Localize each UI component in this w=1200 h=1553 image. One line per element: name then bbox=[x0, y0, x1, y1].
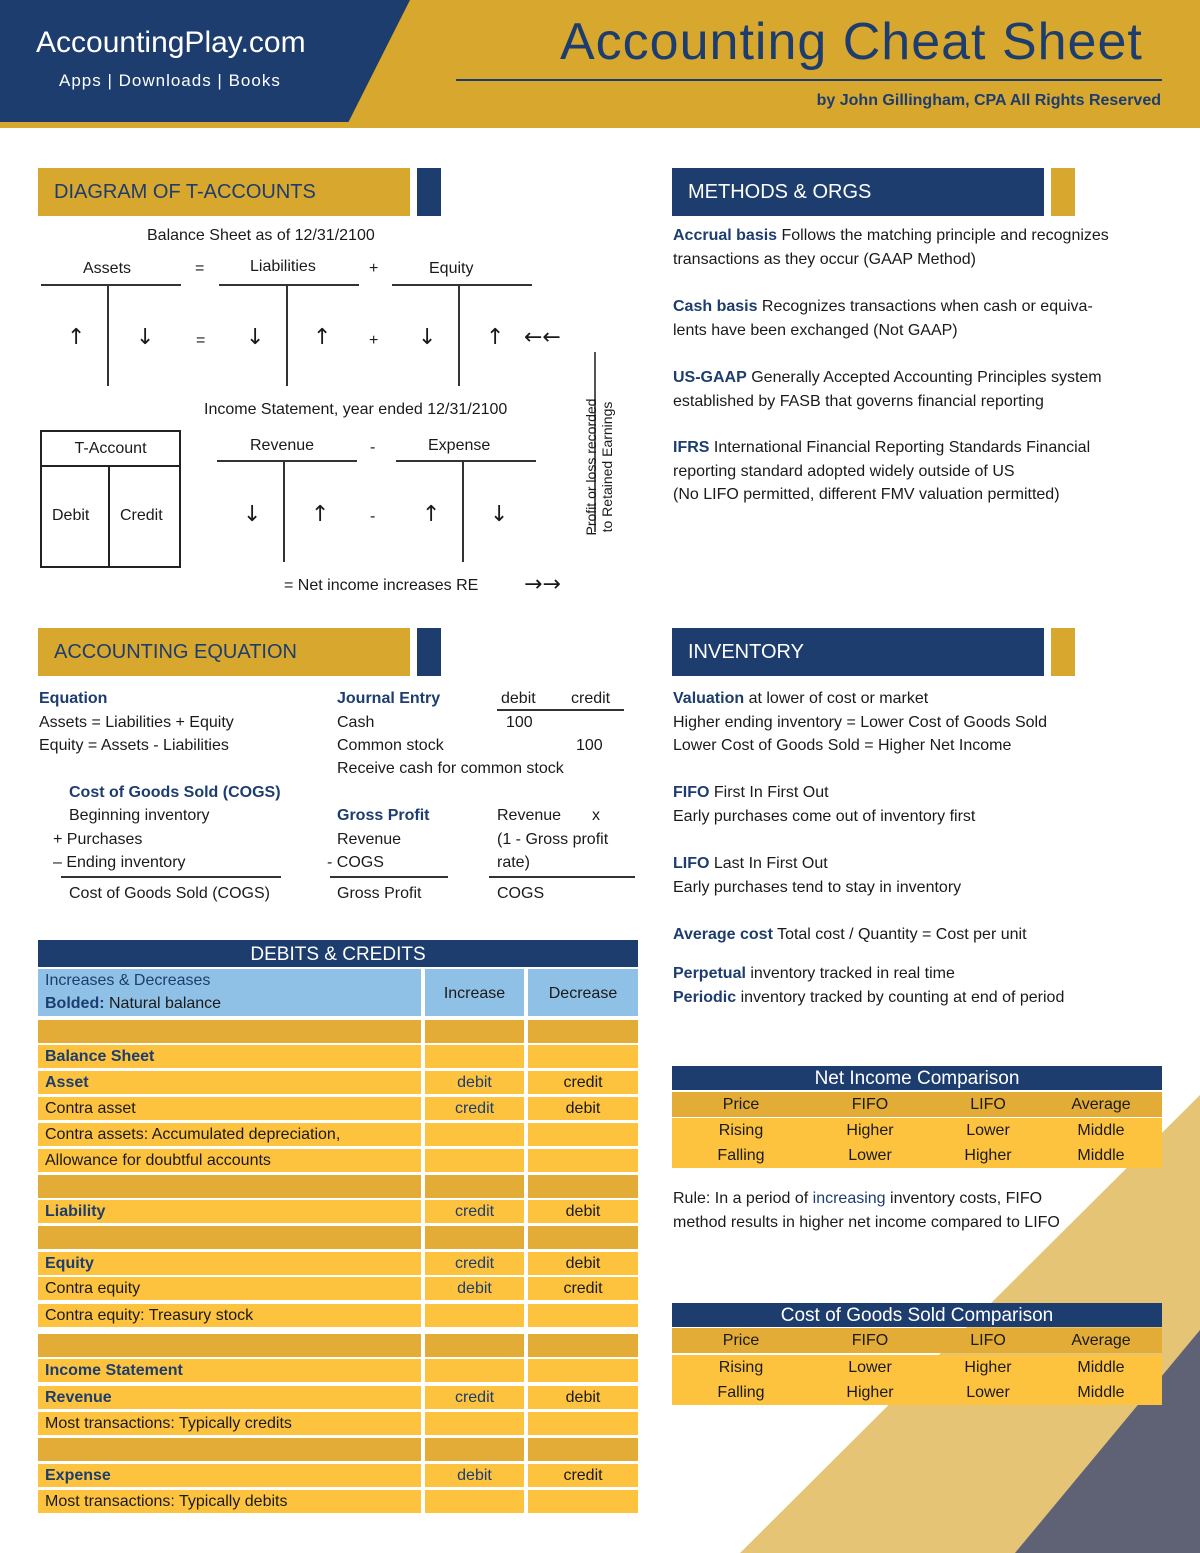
table-cell: Rising bbox=[718, 1122, 764, 1139]
column-header: Average bbox=[1071, 1096, 1131, 1113]
t-revenue-top bbox=[217, 460, 357, 462]
decrease-cell bbox=[528, 1175, 638, 1198]
up-arrow-icon: ↑ bbox=[67, 325, 86, 350]
increase-cell: debit bbox=[425, 1277, 524, 1300]
decrease-cell bbox=[528, 1226, 638, 1249]
increase-cell: credit bbox=[425, 1386, 524, 1409]
decrease-cell bbox=[528, 1304, 638, 1327]
expense-label: Expense bbox=[428, 437, 491, 454]
right-arrows-icon: →→ bbox=[524, 572, 561, 597]
t-liabilities-top bbox=[219, 284, 359, 286]
t-expense-top bbox=[396, 460, 536, 462]
site-nav[interactable]: Apps | Downloads | Books bbox=[59, 71, 281, 90]
equals-sign: = bbox=[196, 332, 206, 349]
left-arrows-icon: ←← bbox=[524, 325, 561, 350]
gp-rule bbox=[330, 876, 448, 878]
je-common-stock: Common stock bbox=[337, 737, 444, 754]
section-tab bbox=[1051, 628, 1075, 676]
minus-sign: - bbox=[370, 439, 376, 456]
inventory-valuation bbox=[673, 687, 1047, 758]
column-header: FIFO bbox=[851, 1332, 889, 1349]
row-label: Expense bbox=[38, 1464, 421, 1487]
gp-total: Gross Profit bbox=[337, 885, 422, 902]
journal-entry-label: Journal Entry bbox=[337, 690, 441, 707]
definition-cont: Early purchases come out of inventory first bbox=[673, 807, 976, 825]
definition: Last In First Out bbox=[709, 855, 828, 872]
je-common-stock-amount: 100 bbox=[576, 737, 603, 754]
increase-cell: credit bbox=[425, 1097, 524, 1120]
row-label: Equity bbox=[38, 1252, 421, 1275]
row-label: Income Statement bbox=[38, 1359, 421, 1382]
alt-cogs-total: COGS bbox=[497, 885, 545, 902]
plus-sign: + bbox=[369, 332, 379, 349]
je-cash: Cash bbox=[337, 714, 375, 731]
table-row bbox=[38, 1226, 638, 1249]
income-statement-title: Income Statement, year ended 12/31/2100 bbox=[204, 401, 508, 418]
je-cash-amount: 100 bbox=[506, 714, 533, 731]
decrease-cell bbox=[528, 1438, 638, 1461]
down-arrow-icon: ↓ bbox=[418, 325, 437, 350]
table-cell: Lower bbox=[966, 1122, 1010, 1139]
balance-sheet-title: Balance Sheet as of 12/31/2100 bbox=[147, 227, 375, 244]
increase-cell bbox=[425, 1359, 524, 1382]
row-label bbox=[38, 1334, 421, 1357]
title-underline bbox=[456, 79, 1162, 81]
inventory-rule bbox=[673, 1187, 1060, 1234]
row-label bbox=[38, 1020, 421, 1043]
method-accrual bbox=[673, 224, 1109, 271]
definition: First In First Out bbox=[709, 784, 829, 801]
table-row bbox=[38, 1412, 638, 1435]
rule-term: increasing bbox=[812, 1190, 886, 1207]
rule-text: inventory costs, FIFO bbox=[885, 1190, 1043, 1207]
table-row bbox=[38, 1277, 638, 1300]
increase-cell bbox=[425, 1334, 524, 1357]
t-assets-top bbox=[41, 284, 181, 286]
table-row bbox=[672, 1143, 1162, 1168]
table-row bbox=[38, 1020, 638, 1043]
up-arrow-icon: ↑ bbox=[313, 325, 332, 350]
column-header-decrease: Decrease bbox=[528, 969, 638, 1016]
table-cell: Lower bbox=[966, 1384, 1010, 1401]
table-row bbox=[38, 1438, 638, 1461]
row-label: Contra asset bbox=[38, 1097, 421, 1120]
decrease-cell: debit bbox=[528, 1200, 638, 1223]
column-header: FIFO bbox=[851, 1096, 889, 1113]
subheader-line-1: Increases & Decreases bbox=[45, 972, 211, 989]
term: US-GAAP bbox=[673, 369, 747, 386]
table-row bbox=[38, 1252, 638, 1275]
table-cell: Lower bbox=[848, 1359, 892, 1376]
decrease-cell bbox=[528, 1490, 638, 1513]
table-cell: Higher bbox=[964, 1359, 1012, 1376]
down-arrow-icon: ↓ bbox=[490, 502, 509, 527]
net-income-comparison-title: Net Income Comparison bbox=[672, 1066, 1162, 1090]
t-expense-stem bbox=[462, 460, 464, 562]
increase-cell bbox=[425, 1490, 524, 1513]
increase-cell bbox=[425, 1304, 524, 1327]
cogs-total: Cost of Goods Sold (COGS) bbox=[69, 885, 270, 902]
alt-cogs-line-3: rate) bbox=[497, 854, 530, 871]
vertical-note-line-2: to Retained Earnings bbox=[599, 401, 615, 533]
section-heading-t-accounts: DIAGRAM OF T-ACCOUNTS bbox=[38, 168, 410, 216]
table-cell: Middle bbox=[1077, 1147, 1125, 1164]
table-row bbox=[38, 1359, 638, 1382]
increase-cell bbox=[425, 1438, 524, 1461]
decrease-cell: debit bbox=[528, 1386, 638, 1409]
assets-label: Assets bbox=[83, 260, 132, 277]
gp-line-1: Revenue bbox=[337, 831, 402, 848]
t-account-credit: Credit bbox=[120, 507, 163, 524]
row-label: Asset bbox=[38, 1071, 421, 1094]
row-label: Contra equity bbox=[38, 1277, 421, 1300]
decrease-cell bbox=[528, 1334, 638, 1357]
je-credit-header: credit bbox=[571, 690, 611, 707]
alt-cogs-rule bbox=[489, 876, 635, 878]
t-account-divider bbox=[108, 467, 110, 566]
row-label: Contra assets: Accumulated depreciation, bbox=[38, 1123, 421, 1146]
table-cell: Falling bbox=[717, 1384, 765, 1401]
definition: International Financial Reporting Standards Financial bbox=[709, 439, 1091, 456]
rule-text: Rule: In a period of bbox=[673, 1190, 813, 1207]
cogs-line-1: Beginning inventory bbox=[69, 807, 210, 824]
section-heading-methods: METHODS & ORGS bbox=[672, 168, 1044, 216]
debits-credits-title: DEBITS & CREDITS bbox=[38, 940, 638, 967]
increase-cell bbox=[425, 1226, 524, 1249]
decrease-cell: debit bbox=[528, 1097, 638, 1120]
subheader-bold-label: Bolded: bbox=[45, 995, 105, 1012]
definition: Recognizes transactions when cash or equiva- bbox=[757, 298, 1093, 315]
t-revenue-stem bbox=[283, 460, 285, 562]
row-label bbox=[38, 1226, 421, 1249]
table-cell: Middle bbox=[1077, 1359, 1125, 1376]
table-row bbox=[38, 1097, 638, 1120]
t-account-box bbox=[40, 430, 181, 568]
table-row bbox=[672, 1355, 1162, 1380]
plus-sign: + bbox=[369, 260, 379, 277]
minus-sign: - bbox=[370, 508, 376, 525]
t-equity-stem bbox=[458, 284, 460, 386]
definition: at lower of cost or market bbox=[744, 690, 929, 707]
definition: Total cost / Quantity = Cost per unit bbox=[772, 926, 1027, 943]
down-arrow-icon: ↓ bbox=[136, 325, 155, 350]
je-description: Receive cash for common stock bbox=[337, 760, 564, 777]
increase-cell bbox=[425, 1123, 524, 1146]
term: LIFO bbox=[673, 855, 710, 872]
method-cash bbox=[673, 295, 1093, 342]
table-cell: Higher bbox=[964, 1147, 1012, 1164]
table-header-row bbox=[672, 1328, 1162, 1353]
table-cell: Rising bbox=[718, 1359, 764, 1376]
vertical-note-line-1: Profit or loss recorded bbox=[583, 398, 599, 536]
increase-cell bbox=[425, 1412, 524, 1435]
table-row bbox=[672, 1118, 1162, 1143]
subheader-note: Natural balance bbox=[104, 995, 222, 1012]
t-liabilities-stem bbox=[286, 284, 288, 386]
table-cell: Lower bbox=[848, 1147, 892, 1164]
table-cell: Falling bbox=[717, 1147, 765, 1164]
t-assets-stem bbox=[107, 284, 109, 386]
table-row bbox=[38, 1071, 638, 1094]
rule-text: method results in higher net income compared to LIFO bbox=[673, 1213, 1060, 1231]
page-title: Accounting Cheat Sheet bbox=[560, 13, 1143, 71]
table-cell: Middle bbox=[1077, 1122, 1125, 1139]
term: Accrual basis bbox=[673, 227, 778, 244]
definition-cont: (No LIFO permitted, different FMV valuation permitted) bbox=[673, 486, 1060, 503]
decrease-cell bbox=[528, 1045, 638, 1068]
cogs-comparison-title: Cost of Goods Sold Comparison bbox=[672, 1303, 1162, 1327]
term: Periodic bbox=[673, 988, 737, 1006]
increase-cell bbox=[425, 1020, 524, 1043]
table-header-row bbox=[672, 1092, 1162, 1117]
increase-cell: debit bbox=[425, 1464, 524, 1487]
column-header-increase: Increase bbox=[425, 969, 524, 1016]
definition-cont: Early purchases tend to stay in inventory bbox=[673, 878, 962, 896]
t-account-debit: Debit bbox=[52, 507, 90, 524]
section-heading-equation: ACCOUNTING EQUATION bbox=[38, 628, 410, 676]
up-arrow-icon: ↑ bbox=[486, 325, 505, 350]
table-row bbox=[672, 1380, 1162, 1405]
retained-earnings-note bbox=[583, 367, 617, 567]
increase-cell: credit bbox=[425, 1252, 524, 1275]
equity-label: Equity bbox=[429, 260, 474, 277]
je-debit-header: debit bbox=[501, 690, 536, 707]
inventory-perpetual-periodic bbox=[673, 962, 1064, 1009]
table-cell: Middle bbox=[1077, 1384, 1125, 1401]
row-label: Allowance for doubtful accounts bbox=[38, 1149, 421, 1172]
table-row bbox=[38, 1304, 638, 1327]
decrease-cell: credit bbox=[528, 1277, 638, 1300]
table-row bbox=[38, 1464, 638, 1487]
term: Valuation bbox=[673, 690, 745, 707]
section-heading-inventory: INVENTORY bbox=[672, 628, 1044, 676]
definition-cont: lents have been exchanged (Not GAAP) bbox=[673, 321, 958, 339]
cogs-rule bbox=[61, 876, 281, 878]
increase-cell bbox=[425, 1175, 524, 1198]
column-header: Price bbox=[722, 1332, 760, 1349]
equation-line-1: Assets = Liabilities + Equity bbox=[39, 714, 234, 731]
row-label bbox=[38, 1175, 421, 1198]
down-arrow-icon: ↓ bbox=[243, 502, 262, 527]
cogs-line-3: – Ending inventory bbox=[53, 854, 186, 871]
row-label bbox=[38, 1438, 421, 1461]
cogs-label: Cost of Goods Sold (COGS) bbox=[69, 784, 281, 801]
column-header: Average bbox=[1071, 1332, 1131, 1349]
equation-line-2: Equity = Assets - Liabilities bbox=[39, 737, 229, 754]
table-row bbox=[38, 1045, 638, 1068]
decrease-cell bbox=[528, 1412, 638, 1435]
increase-cell: credit bbox=[425, 1200, 524, 1223]
down-arrow-icon: ↓ bbox=[246, 325, 265, 350]
method-ifrs bbox=[673, 436, 1090, 507]
definition: inventory tracked by counting at end of period bbox=[736, 988, 1065, 1006]
row-label: Balance Sheet bbox=[38, 1045, 421, 1068]
header-logo-panel bbox=[0, 0, 410, 122]
row-label: Most transactions: Typically credits bbox=[38, 1412, 421, 1435]
table-row bbox=[38, 1175, 638, 1198]
definition-cont: established by FASB that governs financial reporting bbox=[673, 392, 1044, 410]
definition-cont: reporting standard adopted widely outside of US bbox=[673, 462, 1015, 480]
table-row bbox=[38, 1149, 638, 1172]
gross-profit-label: Gross Profit bbox=[337, 807, 430, 824]
alt-cogs-line-2: (1 - Gross profit bbox=[497, 831, 609, 848]
equals-sign: = bbox=[195, 260, 205, 277]
table-row bbox=[38, 1490, 638, 1513]
term: Average cost bbox=[673, 926, 773, 943]
table-row bbox=[38, 1386, 638, 1409]
byline: by John Gillingham, CPA All Rights Reserved bbox=[816, 92, 1161, 109]
valuation-line-2: Higher ending inventory = Lower Cost of Goods Sold bbox=[673, 713, 1047, 731]
column-header: LIFO bbox=[970, 1332, 1006, 1349]
debits-credits-subheader bbox=[38, 969, 421, 1016]
increase-cell bbox=[425, 1045, 524, 1068]
row-label: Revenue bbox=[38, 1386, 421, 1409]
alt-cogs-line-1: Revenue bbox=[497, 807, 562, 824]
table-row bbox=[38, 1334, 638, 1357]
definition: Generally Accepted Accounting Principles system bbox=[746, 369, 1102, 386]
decrease-cell bbox=[528, 1020, 638, 1043]
decrease-cell bbox=[528, 1149, 638, 1172]
table-cell: Higher bbox=[846, 1384, 894, 1401]
table-cell: Higher bbox=[846, 1122, 894, 1139]
decrease-cell bbox=[528, 1123, 638, 1146]
column-header: Price bbox=[722, 1096, 760, 1113]
term: IFRS bbox=[673, 439, 710, 456]
row-label: Contra equity: Treasury stock bbox=[38, 1304, 421, 1327]
decrease-cell bbox=[528, 1359, 638, 1382]
definition: Follows the matching principle and recognizes bbox=[777, 227, 1109, 244]
section-tab bbox=[417, 628, 441, 676]
inventory-fifo bbox=[673, 781, 975, 828]
inventory-lifo bbox=[673, 852, 961, 899]
alt-cogs-times: x bbox=[592, 807, 600, 824]
row-label: Most transactions: Typically debits bbox=[38, 1490, 421, 1513]
decrease-cell: debit bbox=[528, 1252, 638, 1275]
decrease-cell: credit bbox=[528, 1464, 638, 1487]
cogs-line-2: + Purchases bbox=[53, 831, 143, 848]
table-row bbox=[38, 1123, 638, 1146]
equation-label: Equation bbox=[39, 690, 108, 707]
column-header: LIFO bbox=[970, 1096, 1006, 1113]
increase-cell bbox=[425, 1149, 524, 1172]
row-label: Liability bbox=[38, 1200, 421, 1223]
decrease-cell: credit bbox=[528, 1071, 638, 1094]
revenue-label: Revenue bbox=[250, 437, 315, 454]
t-equity-top bbox=[392, 284, 532, 286]
up-arrow-icon: ↑ bbox=[422, 502, 441, 527]
method-us-gaap bbox=[673, 366, 1102, 413]
term: FIFO bbox=[673, 784, 710, 801]
definition: inventory tracked in real time bbox=[745, 965, 955, 982]
definition-cont: transactions as they occur (GAAP Method) bbox=[673, 250, 976, 268]
term: Perpetual bbox=[673, 965, 746, 982]
net-income-note: = Net income increases RE bbox=[284, 577, 479, 594]
section-tab bbox=[1051, 168, 1075, 216]
valuation-line-3: Lower Cost of Goods Sold = Higher Net Income bbox=[673, 737, 1012, 754]
site-name[interactable]: AccountingPlay.com bbox=[36, 26, 306, 59]
term: Cash basis bbox=[673, 298, 758, 315]
liabilities-label: Liabilities bbox=[250, 258, 316, 275]
section-tab bbox=[417, 168, 441, 216]
table-row bbox=[38, 1200, 638, 1223]
gp-line-2: - COGS bbox=[327, 854, 384, 871]
t-account-header: T-Account bbox=[42, 432, 179, 467]
increase-cell: debit bbox=[425, 1071, 524, 1094]
inventory-average bbox=[673, 923, 1027, 947]
up-arrow-icon: ↑ bbox=[311, 502, 330, 527]
